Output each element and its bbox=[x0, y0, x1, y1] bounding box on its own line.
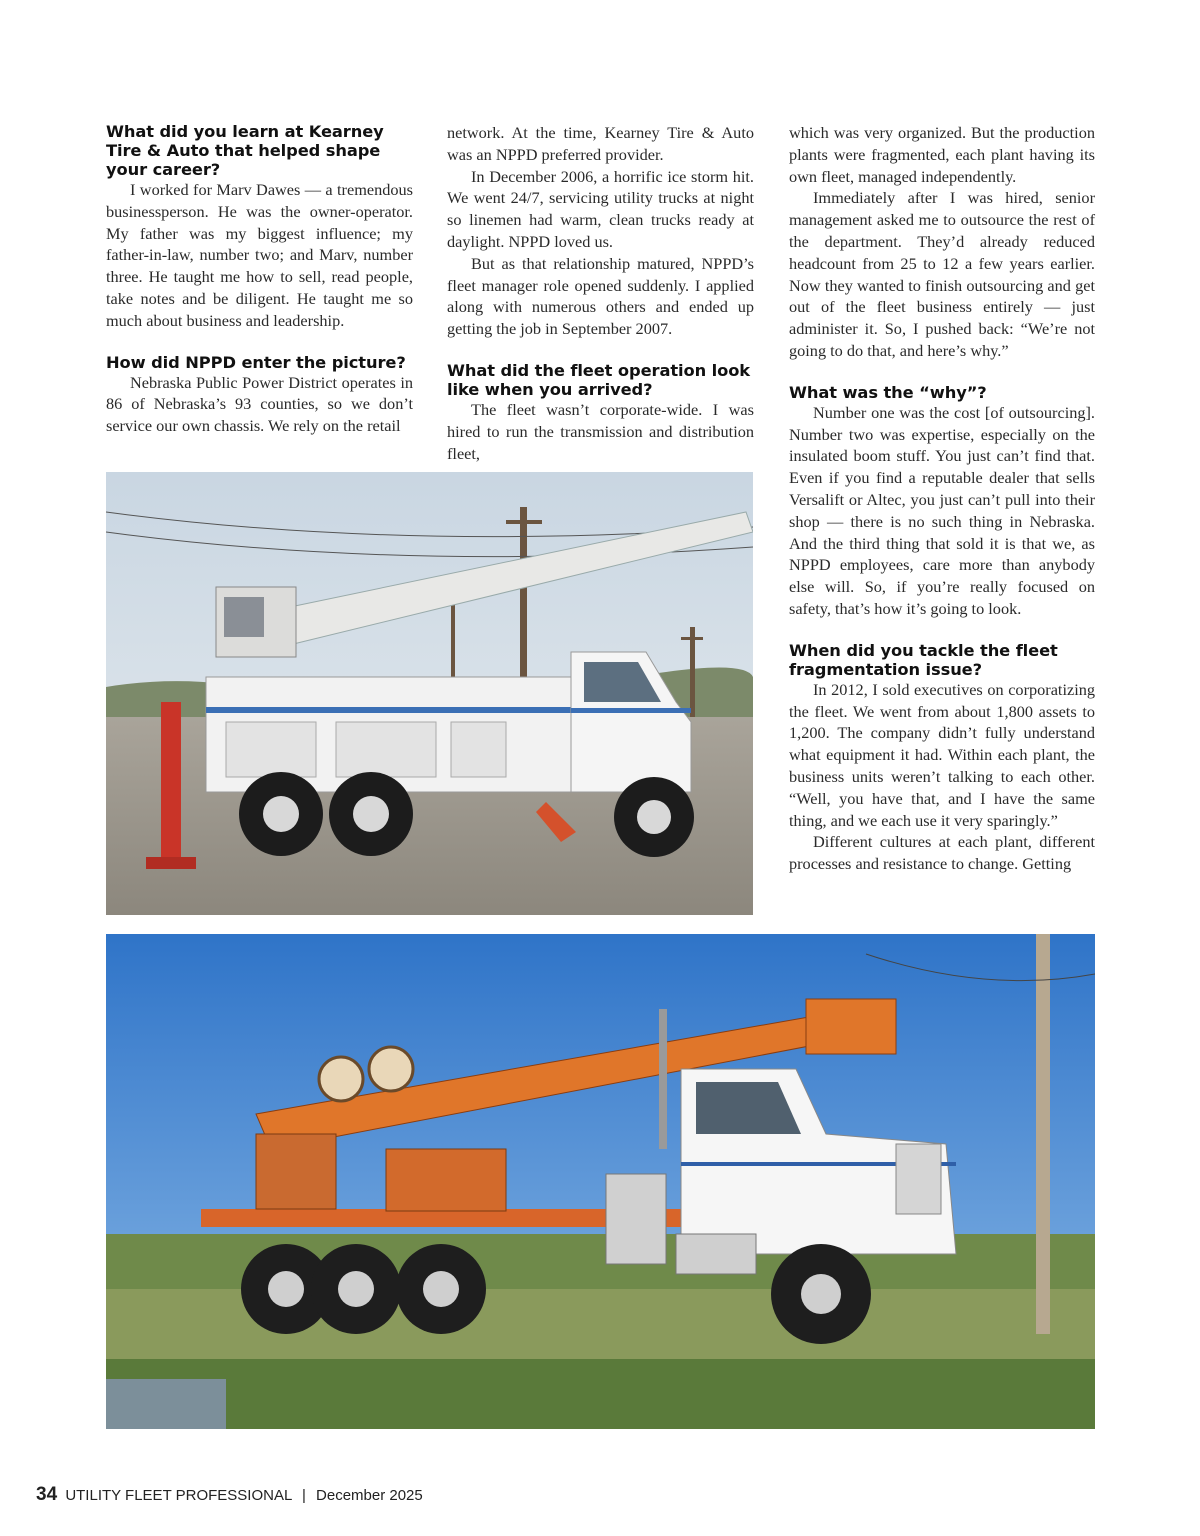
page-footer bbox=[36, 1484, 423, 1506]
answer-paragraph: I worked for Marv Dawes — a tremendous businessperson. He was the owner-operator. My father was my biggest influence; my father-in-law, number two; and Marv, number three. He taught me how to sell, read people, take notes and be diligent. He taught me so much about business and leadership. bbox=[106, 180, 413, 330]
answer-paragraph: In December 2006, a horrific ice storm hit. We went 24/7, servicing utility trucks at night so linemen had warm, clean trucks ready at daylight. NPPD loved us. bbox=[447, 166, 754, 251]
article-column-1 bbox=[106, 122, 413, 437]
page-number: 34 bbox=[36, 1484, 58, 1505]
article-column-3 bbox=[789, 122, 1095, 875]
white-utility-truck-photo bbox=[106, 472, 753, 915]
answer-paragraph: which was very organized. But the production plants were fragmented, each plant having its own fleet, managed independently. bbox=[789, 123, 1095, 186]
orange-digger-truck-photo bbox=[106, 934, 1095, 1429]
issue-date: December 2025 bbox=[316, 1487, 423, 1504]
spacer bbox=[447, 340, 754, 361]
answer-paragraph: In 2012, I sold executives on corporatizing the fleet. We went from about 1,800 assets to 1,200. The company didn’t fully understand what equipment it had. Within each plant, the business units weren’t talking to each other. “Well, you have that, and I have the same thing, and we each use it very sparingly.” bbox=[789, 679, 1095, 830]
question-heading: When did you tackle the fleet fragmentation issue? bbox=[789, 640, 1058, 679]
publication-name: UTILITY FLEET PROFESSIONAL bbox=[65, 1487, 292, 1504]
answer-paragraph: Number one was the cost [of outsourcing]. Number two was expertise, especially on the insulated boom stuff. You just can’t find that. Even if you find a reputable dealer that sells Versalift or Altec, you just can’t pull into their shop — there is no such thing in Nebraska. And the third thing that sold it is that we, as NPPD employees, care more than anybody else will. So, if you’re really focused on safety, that’s how it’s going to look. bbox=[789, 402, 1095, 618]
article-column-2 bbox=[447, 122, 754, 464]
answer-paragraph: Nebraska Public Power District operates in 86 of Nebraska’s 93 counties, so we don’t service our own chassis. We rely on the retail bbox=[106, 372, 413, 436]
question-heading: What was the “why”? bbox=[789, 382, 987, 402]
spacer bbox=[789, 620, 1095, 641]
spacer bbox=[789, 362, 1095, 383]
answer-paragraph: Different cultures at each plant, different processes and resistance to change. Getting bbox=[789, 832, 1095, 874]
footer-separator: | bbox=[301, 1487, 306, 1504]
answer-paragraph: But as that relationship matured, NPPD’s fleet manager role opened suddenly. I applied along with numerous others and ended up getting the job in September 2007. bbox=[447, 253, 754, 339]
question-heading: What did the fleet operation look like when you arrived? bbox=[447, 360, 751, 399]
answer-paragraph: Immediately after I was hired, senior management asked me to outsource the rest of the department. They’d already reduced headcount from 25 to 12 a few years earlier. Now they wanted to finish outsourcing and get out of the fleet business entirely — just administer it. So, I pushed back: “We’re not going to do that, and here’s why.” bbox=[789, 188, 1095, 360]
question-heading: What did you learn at Kearney Tire & Auto that helped shape your career? bbox=[106, 122, 384, 179]
answer-paragraph: network. At the time, Kearney Tire & Auto was an NPPD preferred provider. bbox=[447, 123, 754, 164]
spacer bbox=[106, 332, 413, 353]
question-heading: How did NPPD enter the picture? bbox=[106, 352, 406, 372]
answer-paragraph: The fleet wasn’t corporate-wide. I was hired to run the transmission and distribution fleet, bbox=[447, 399, 754, 463]
